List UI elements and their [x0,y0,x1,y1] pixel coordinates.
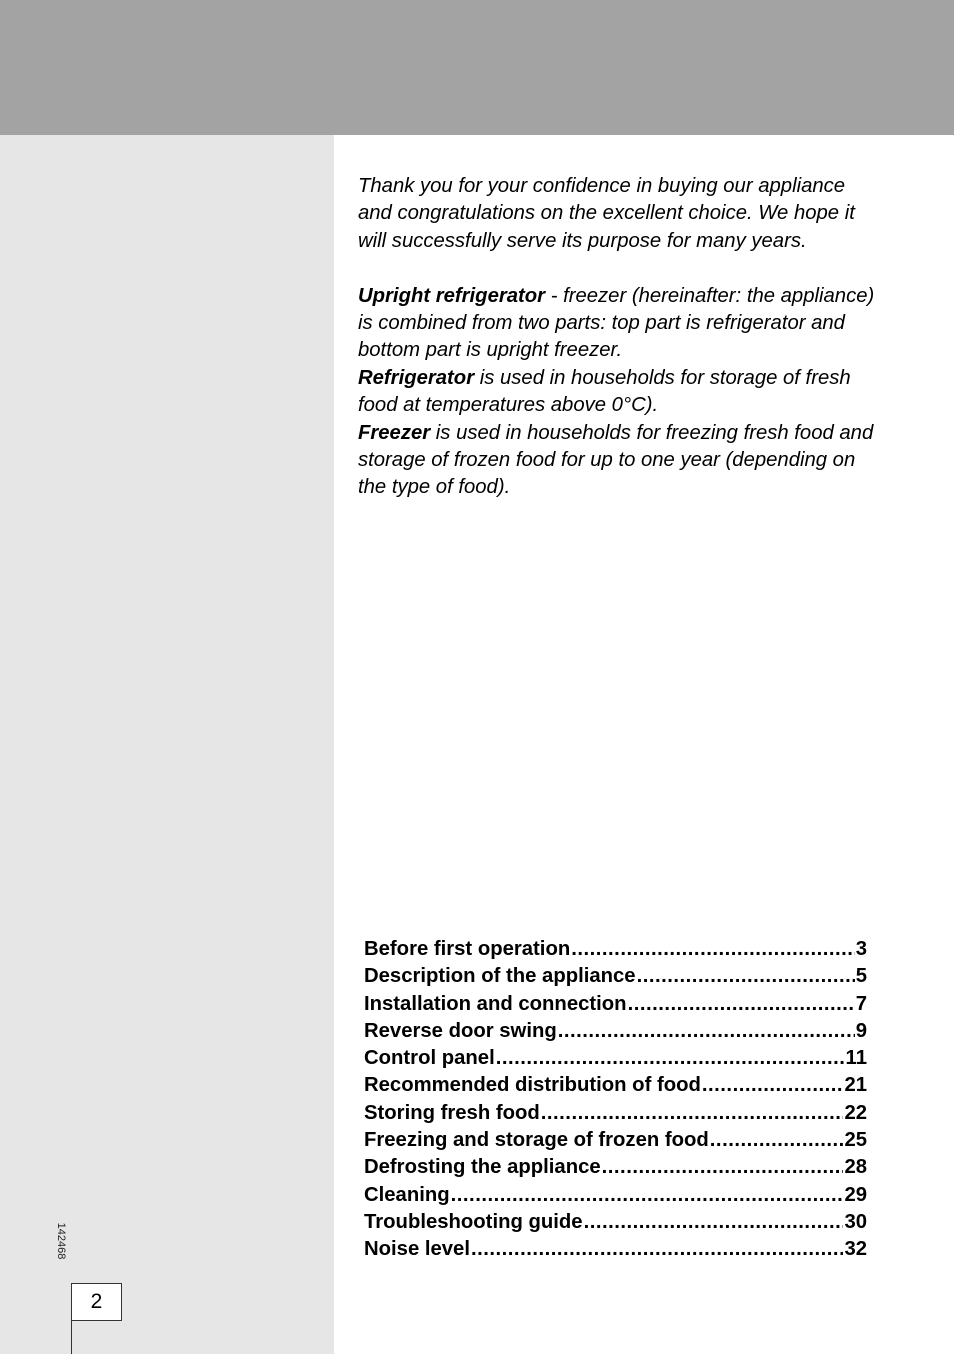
toc-page: 9 [855,1019,867,1042]
toc-entry[interactable] [364,1127,867,1154]
intro-thanks: Thank you for your confidence in buying our appliance and congratulations on the excellent choice. We hope it will successfully serve its purpose for many years. [358,175,855,252]
toc-page: 7 [855,992,867,1015]
toc-entry[interactable] [364,1182,867,1209]
toc-leader [558,1018,855,1045]
table-of-contents [364,936,867,1264]
page-number-rule [71,1320,72,1354]
toc-label: Freezing and storage of frozen food [364,1129,709,1152]
toc-label: Storing fresh food [364,1101,540,1124]
toc-page: 22 [844,1101,867,1124]
toc-leader [496,1045,845,1072]
toc-page: 5 [855,965,867,988]
freezer-term: Freezer [358,421,431,444]
refrigerator-description [358,365,878,420]
toc-page: 29 [844,1183,867,1206]
toc-leader [628,991,855,1018]
toc-page: 3 [855,938,867,960]
toc-leader [710,1127,844,1154]
toc-leader [584,1209,844,1236]
toc-label: Control panel [364,1047,495,1070]
toc-label: Installation and connection [364,992,627,1015]
toc-page: 28 [844,1156,867,1179]
toc-page: 32 [844,1238,867,1261]
toc-leader [602,1154,844,1181]
toc-entry[interactable] [364,1045,867,1072]
toc-entry[interactable] [364,1209,867,1236]
toc-leader [541,1100,844,1127]
toc-entry[interactable] [364,963,867,990]
toc-page: 11 [845,1047,867,1070]
toc-entry[interactable] [364,1100,867,1127]
toc-page: 25 [844,1129,867,1152]
upright-text: - freezer (hereinafter: the appliance) is combined from two parts: top part is refrigerator and bottom part is upright freezer. [358,284,875,362]
toc-leader [471,1236,843,1263]
toc-label: Reverse door swing [364,1019,557,1042]
toc-label: Description of the appliance [364,965,636,988]
document-code: 142468 [55,1222,67,1260]
toc-entry[interactable] [364,1154,867,1181]
refrigerator-term: Refrigerator [358,366,475,389]
toc-entry[interactable] [364,1236,867,1263]
toc-label: Recommended distribution of food [364,1074,701,1097]
freezer-description [358,420,878,502]
toc-page: 21 [844,1074,867,1097]
toc-leader [571,936,854,963]
toc-leader [702,1072,844,1099]
header-band [0,0,954,135]
intro-text [358,173,878,502]
upright-term: Upright refrigerator [358,284,546,307]
page-number: 2 [71,1283,122,1321]
toc-label: Noise level [364,1238,470,1261]
toc-label: Defrosting the appliance [364,1156,601,1179]
toc-entry[interactable] [364,936,867,963]
toc-label: Cleaning [364,1183,450,1206]
left-margin-panel [0,135,334,1354]
toc-leader [451,1182,844,1209]
refrigerator-text: is used in households for storage of fresh food at temperatures above 0°C). [358,366,851,417]
toc-page: 30 [844,1210,867,1233]
toc-entry[interactable] [364,1018,867,1045]
intro-description [358,283,878,365]
toc-entry[interactable] [364,1072,867,1099]
toc-leader [637,963,855,990]
toc-label: Before first operation [364,938,571,960]
toc-entry[interactable] [364,991,867,1018]
freezer-text: is used in households for freezing fresh food and storage of frozen food for up to one year (depending on the type of food). [358,421,874,499]
toc-label: Troubleshooting guide [364,1210,583,1233]
